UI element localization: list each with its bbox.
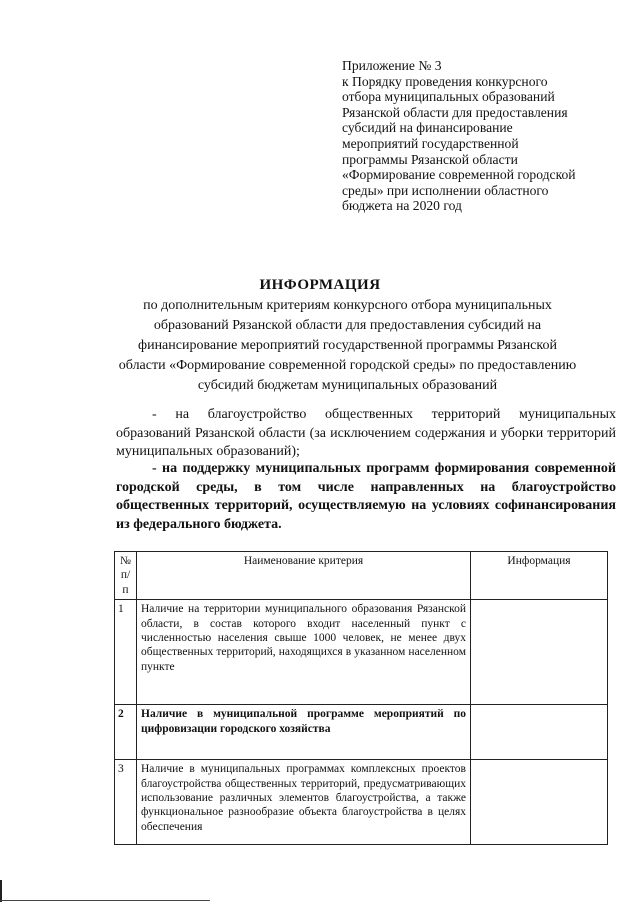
appendix-line: «Формирование современной городской — [342, 167, 576, 183]
subtitle-line: образований Рязанской области для предоставления субсидий на — [153, 318, 542, 333]
table-header-row — [115, 552, 608, 600]
bullet-paragraph-1 — [116, 406, 616, 462]
header-num: № п/п — [115, 552, 137, 600]
row-criterion: Наличие на территории муниципального образования Рязанской области, в состав которого входит населенный пункт с численностью населения свыше 1000 человек, не менее двух общественных территорий, находящихся в указанном населенном пункте — [137, 600, 471, 705]
row-number: 2 — [115, 705, 137, 760]
table-row — [115, 760, 608, 845]
appendix-line: Приложение № 3 — [342, 58, 442, 73]
document-subtitle — [110, 296, 585, 396]
row-info — [471, 600, 608, 705]
criteria-table — [114, 551, 608, 845]
appendix-line: Рязанской области для предоставления — [342, 104, 568, 120]
row-number: 3 — [115, 760, 137, 845]
bullet-text: - на благоустройство общественных территорий муниципальных образований Рязанской области (за исключением содержания и уборки территорий муниципальных образований); — [116, 407, 616, 459]
appendix-line: бюджета на 2020 год — [342, 198, 462, 214]
table-row — [115, 600, 608, 705]
appendix-line: среды» при исполнении областного — [342, 182, 549, 198]
subtitle-line: субсидий бюджетам муниципальных образований — [197, 378, 498, 393]
row-criterion: Наличие в муниципальных программах комплексных проектов благоустройства общественных территорий, предусматривающих использование различных элементов благоустройства, а также функциональное разнообразие объекта благоустройства в целях обеспечения — [137, 760, 471, 845]
row-info — [471, 760, 608, 845]
header-info: Информация — [471, 552, 608, 600]
subtitle-line: финансирование мероприятий государственной программы Рязанской — [138, 338, 557, 353]
header-criterion: Наименование критерия — [137, 552, 471, 600]
subtitle-line: по дополнительным критериям конкурсного отбора муниципальных — [143, 298, 552, 313]
document-title: ИНФОРМАЦИЯ — [259, 277, 381, 293]
bullet-text: - на поддержку муниципальных программ формирования современной городской среды, в том числе направленных на благоустройство общественных территорий, осуществляемую на условиях софинансирования из федерального бюджета. — [116, 461, 616, 532]
row-number: 1 — [115, 600, 137, 705]
scan-margin-mark — [0, 880, 2, 902]
appendix-line: мероприятий государственной — [342, 135, 519, 151]
appendix-line: программы Рязанской области — [342, 151, 518, 167]
appendix-line: к Порядку проведения конкурсного — [342, 73, 548, 89]
subtitle-line: области «Формирование современной городской среды» по предоставлению — [118, 358, 577, 373]
appendix-note — [342, 58, 622, 214]
row-criterion: Наличие в муниципальной программе мероприятий по цифровизации городского хозяйства — [137, 705, 471, 760]
scan-bottom-line — [0, 900, 210, 901]
row-info — [471, 705, 608, 760]
appendix-line: субсидий на финансирование — [342, 120, 513, 136]
appendix-line: отбора муниципальных образований — [342, 89, 555, 105]
table-row — [115, 705, 608, 760]
bullet-paragraph-2 — [116, 460, 616, 534]
